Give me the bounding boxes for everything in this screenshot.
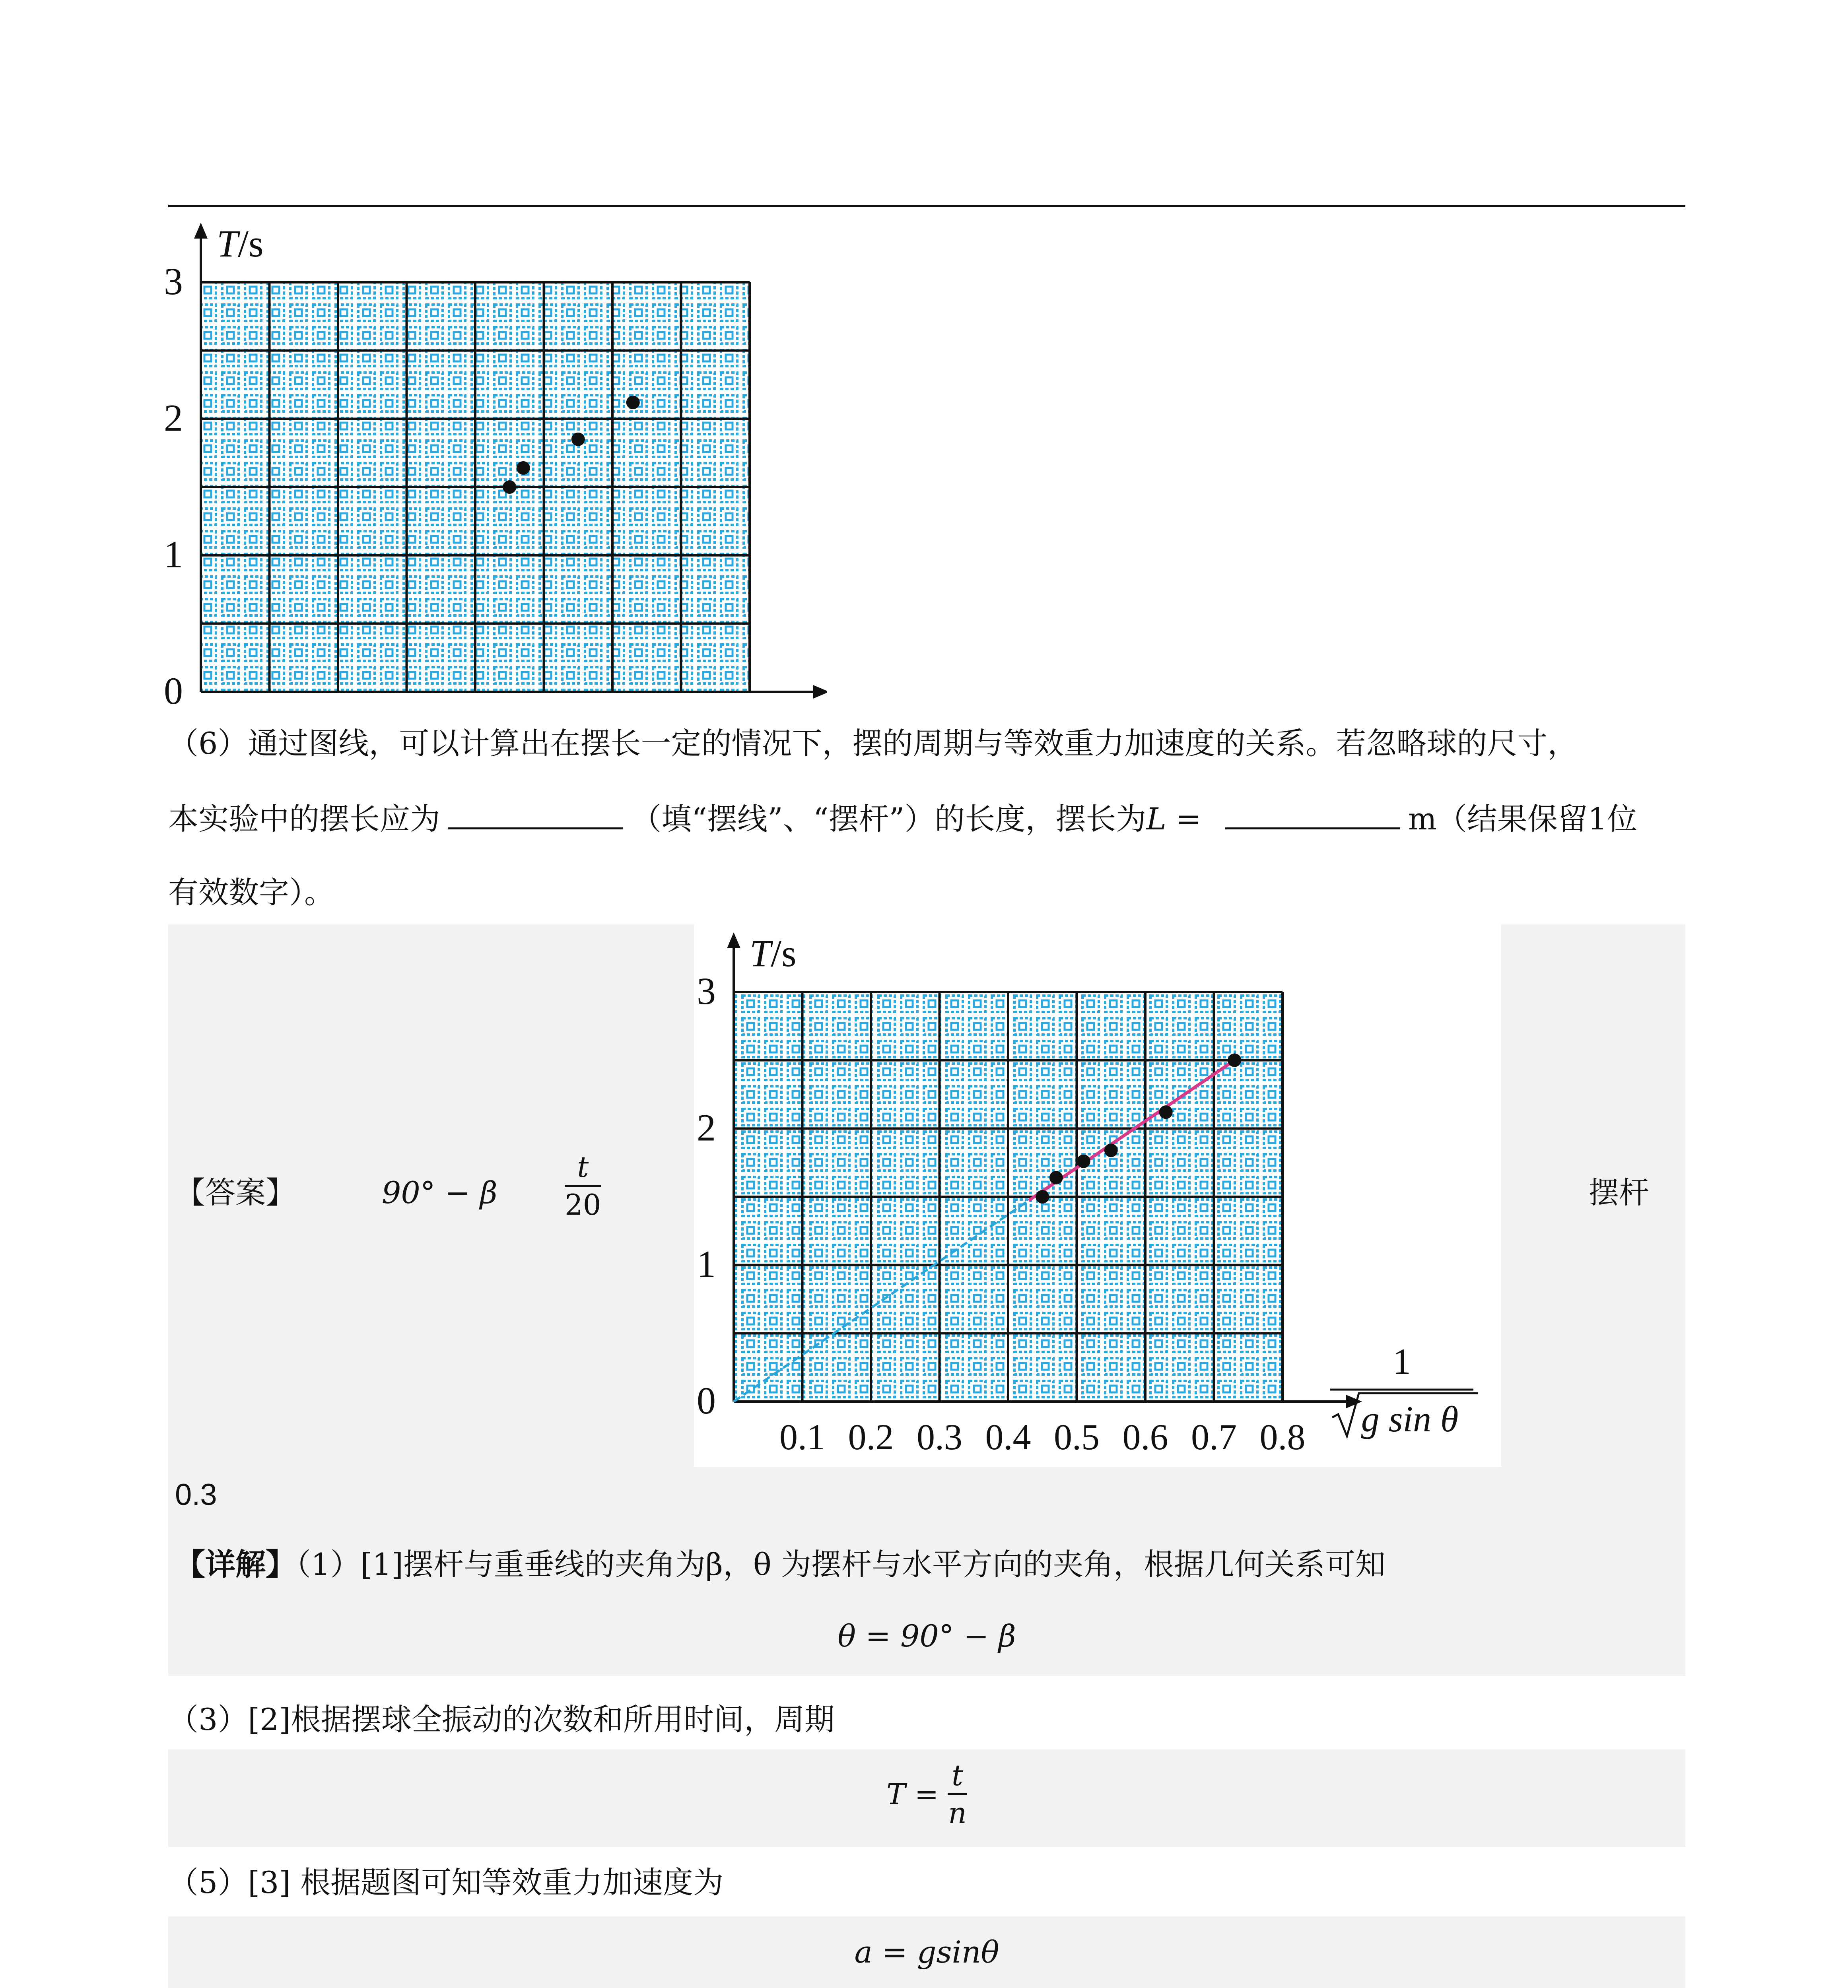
solution-step-1-text: （1）[1]摆杆与重垂线的夹角为β，θ 为摆杆与水平方向的夹角，根据几何关系可知: [296, 1547, 1386, 1582]
solution-step-3: （3）[2]根据摆球全振动的次数和所用时间，周期: [168, 1702, 835, 1737]
x-axis-arrow: [1346, 1395, 1362, 1408]
x-axis-label-numerator: 1: [1393, 1341, 1411, 1382]
y-tick-label: 1: [164, 533, 183, 576]
x-tick-label: 0.8: [1259, 1417, 1306, 1457]
eq2-denominator: n: [948, 1796, 967, 1830]
x-tick-label: 0.5: [1054, 1417, 1100, 1457]
x-tick-label: 0.4: [985, 1417, 1031, 1457]
y-axis-arrow: [727, 932, 740, 948]
answer-label: 【答案】: [175, 1175, 296, 1210]
y-axis-label-symbol: T: [217, 222, 238, 265]
solution-label: 【详解】: [175, 1547, 296, 1582]
answer-2-numerator: t: [565, 1149, 601, 1187]
header-rule: [168, 205, 1685, 207]
x-tick-label: 0.2: [848, 1417, 894, 1457]
period-scatter-chart: [151, 211, 827, 712]
answer-blank-1[interactable]: [448, 800, 623, 829]
y-tick-label: 0: [164, 670, 183, 712]
equation-period: [168, 1757, 1685, 1831]
x-axis-arrow: [813, 685, 827, 699]
y-axis-label-unit: /s: [238, 222, 264, 265]
answer-2-denominator: 20: [565, 1188, 601, 1221]
data-point: [517, 461, 530, 475]
equation-theta: θ = 90° − β: [838, 1618, 1016, 1654]
data-point: [1049, 1171, 1063, 1184]
y-tick-label: 3: [164, 260, 183, 303]
answer-4: 0.3: [175, 1478, 217, 1512]
y-axis-label: [750, 932, 796, 975]
y-tick-label: 2: [164, 396, 183, 439]
data-point: [1077, 1155, 1090, 1168]
answer-3: 摆杆: [1589, 1175, 1649, 1210]
y-axis-label: [217, 222, 263, 265]
question-text-a: 本实验中的摆长应为: [168, 801, 440, 837]
question-text-b: （填“摆线”、“摆杆”）的长度，摆长为: [631, 801, 1146, 837]
y-tick-label: 2: [697, 1106, 716, 1149]
y-axis-label-unit: /s: [771, 932, 797, 975]
data-point: [503, 480, 516, 494]
equation-gravity: a = gsinθ: [854, 1934, 999, 1970]
x-tick-label: 0.3: [917, 1417, 962, 1457]
x-tick-label: 0.1: [779, 1417, 825, 1457]
data-point: [1159, 1105, 1173, 1119]
data-point: [571, 433, 585, 446]
question-line-1: （6）通过图线，可以计算出在摆长一定的情况下，摆的周期与等效重力加速度的关系。若忽略球的尺寸，: [168, 726, 1578, 761]
data-point: [1104, 1143, 1118, 1157]
x-tick-label: 0.6: [1122, 1417, 1168, 1457]
data-point: [1228, 1054, 1241, 1067]
length-symbol: L =: [1146, 801, 1201, 837]
x-tick-label: 0.7: [1191, 1417, 1237, 1457]
answer-1: 90° − β: [382, 1175, 497, 1210]
question-line-3: 有效数字）。: [168, 875, 334, 910]
y-tick-label: 1: [697, 1242, 716, 1285]
question-line-2: [168, 797, 1637, 841]
y-tick-label: 0: [697, 1379, 716, 1422]
eq2-lhs: T =: [886, 1777, 939, 1811]
x-axis-label-denominator: g sin θ: [1361, 1399, 1459, 1439]
solution-step-1: [175, 1543, 1386, 1586]
y-tick-label: 3: [697, 970, 716, 1012]
answer-fit-chart: [694, 924, 1501, 1467]
y-axis-arrow: [194, 223, 208, 239]
solution-step-5: （5）[3] 根据题图可知等效重力加速度为: [168, 1865, 724, 1900]
answer-blank-2[interactable]: [1225, 800, 1400, 829]
question-text-c: m（结果保留1位: [1408, 801, 1638, 837]
eq2-numerator: t: [948, 1757, 967, 1795]
y-axis-label-symbol: T: [750, 932, 771, 975]
data-point: [1036, 1190, 1049, 1204]
answer-2-fraction: [565, 1149, 601, 1223]
data-point: [626, 396, 640, 409]
